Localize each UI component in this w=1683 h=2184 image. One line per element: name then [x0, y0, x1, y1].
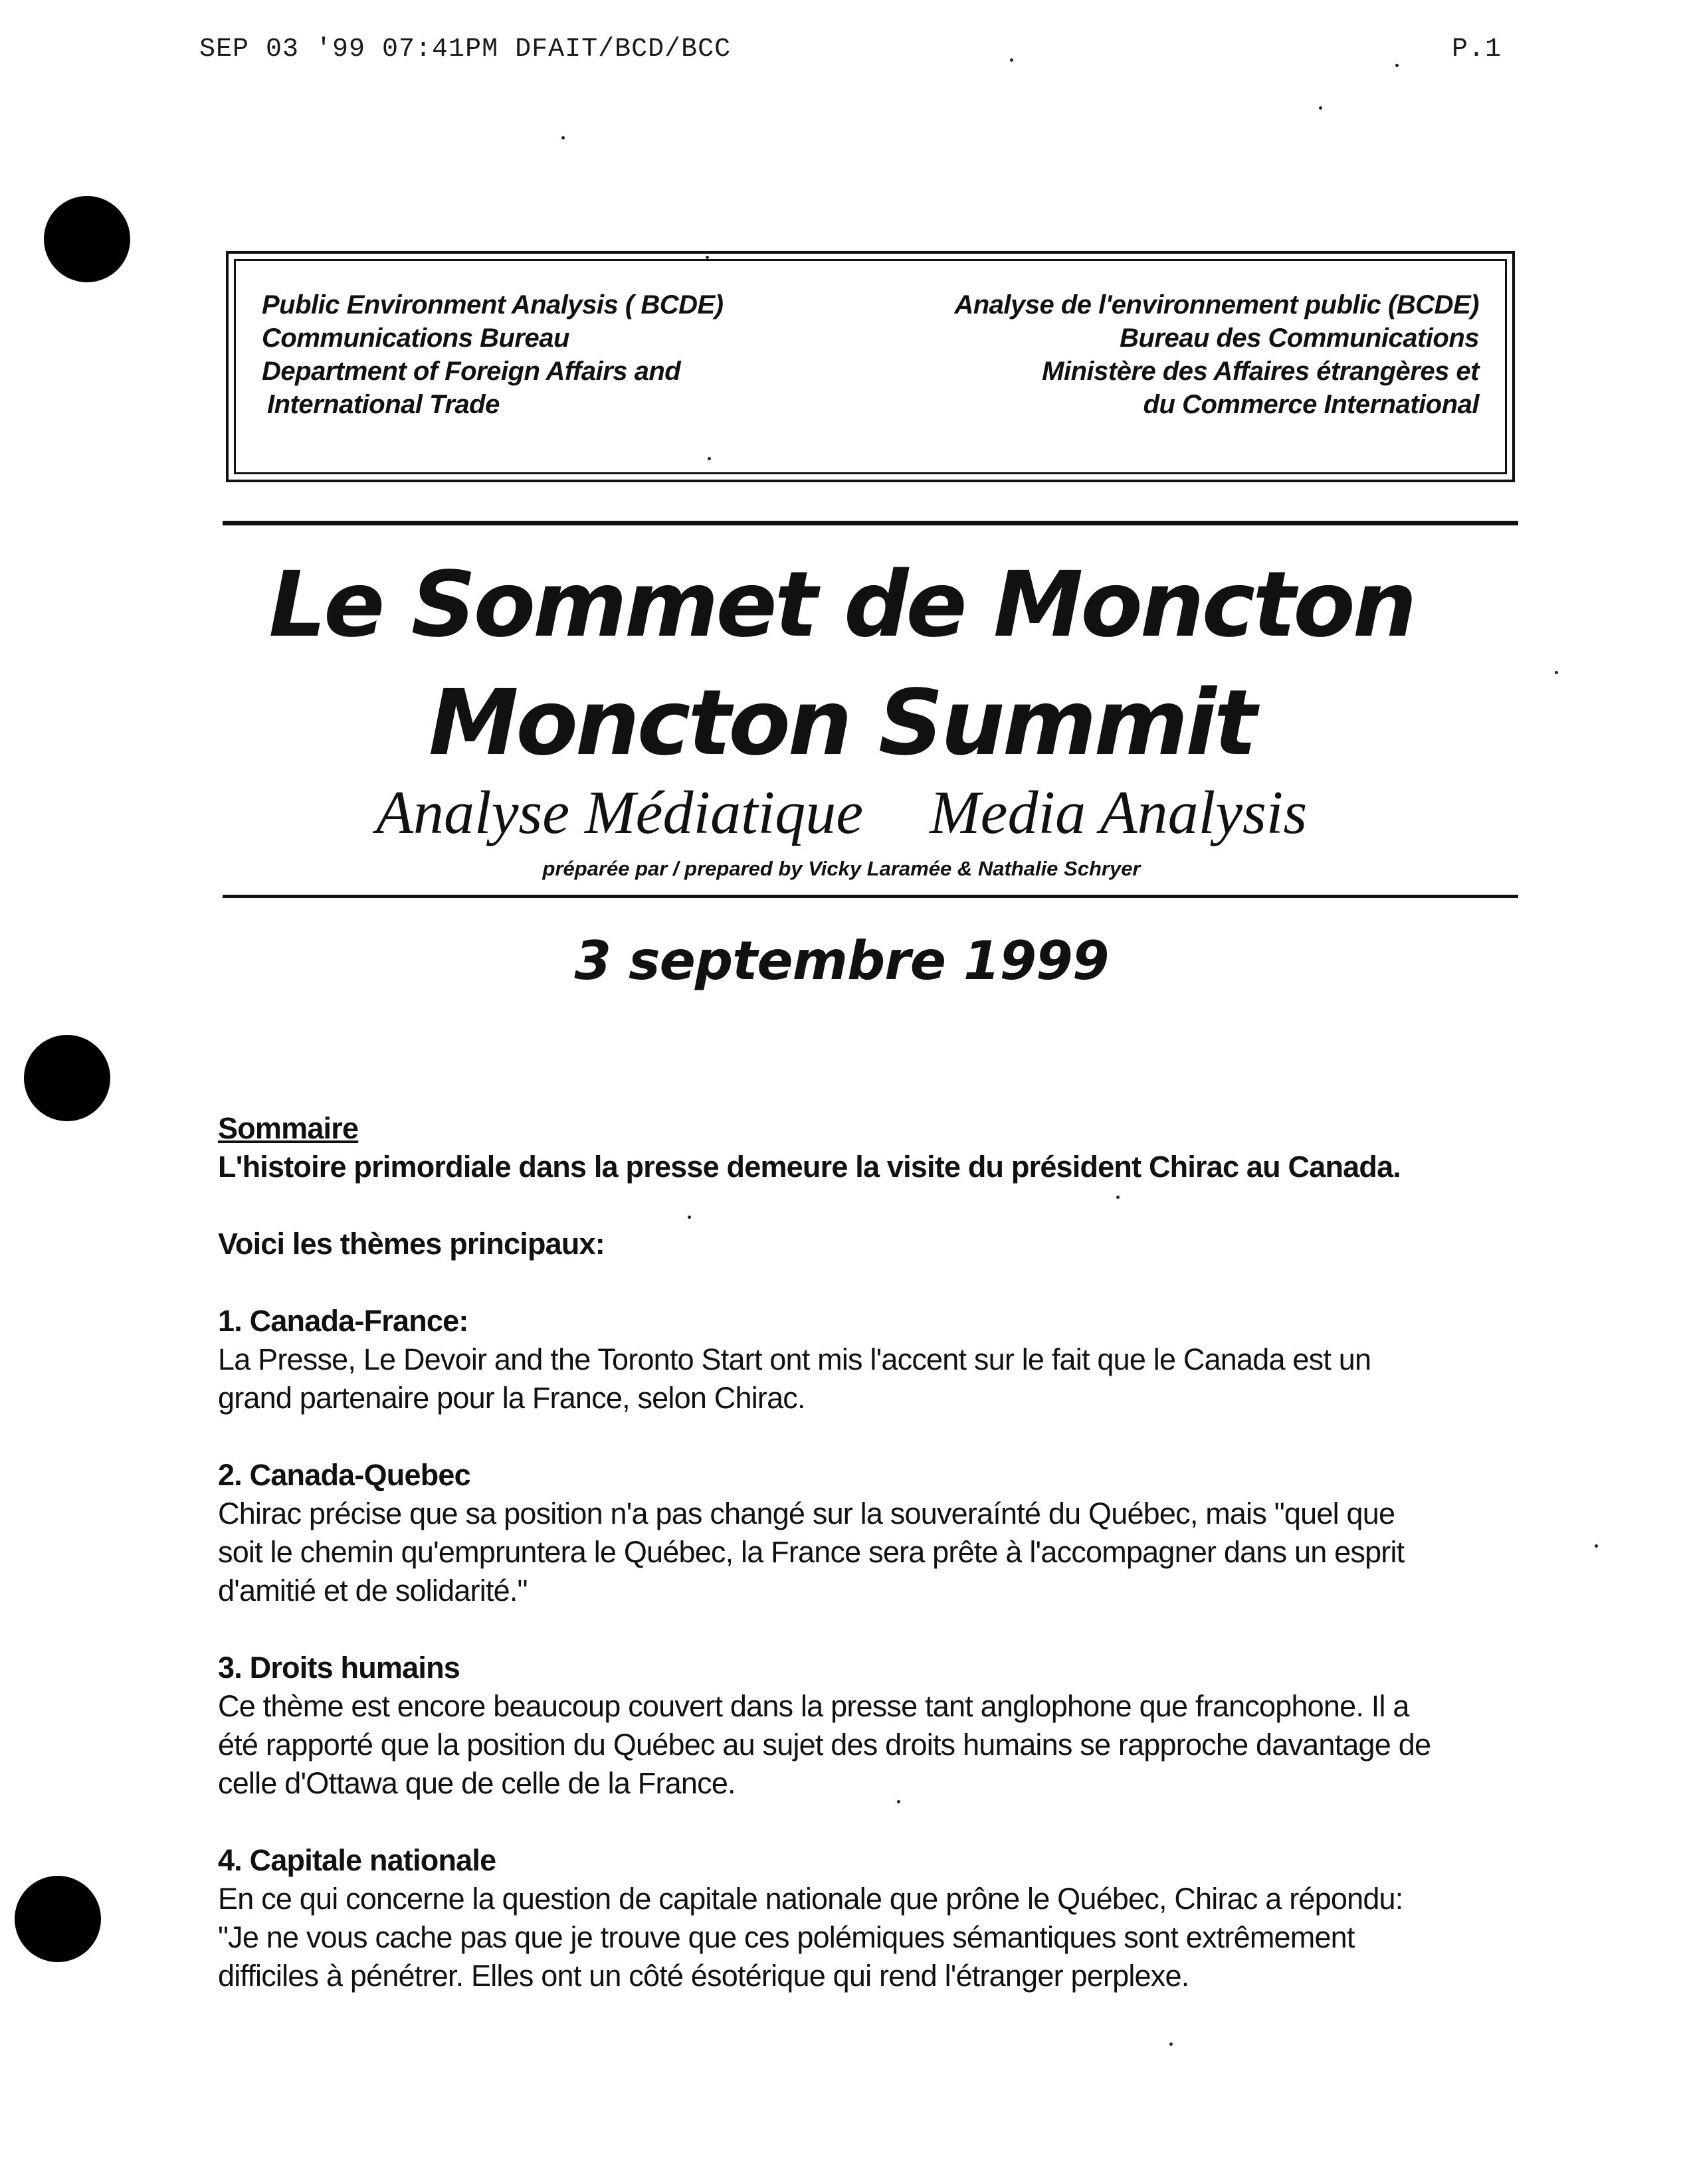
- theme-line: Ce thème est encore beaucoup couvert dans la presse tant anglophone que francophone. Il a: [218, 1689, 1409, 1723]
- punch-hole-bottom: [15, 1876, 101, 1962]
- fax-page-number: P.1: [1451, 35, 1502, 64]
- scan-speck: [1595, 1544, 1598, 1548]
- theme-line: grand partenaire pour la France, selon Chirac.: [218, 1381, 805, 1415]
- theme-line: difficiles à pénétrer. Elles ont un côté ésotérique qui rend l'étranger perplexe.: [218, 1959, 1189, 1993]
- themes-intro: Voici les thèmes principaux:: [218, 1227, 605, 1261]
- summary-lead: L'histoire primordiale dans la presse demeure la visite du président Chirac au Canada.: [218, 1150, 1401, 1184]
- scan-speck: [1010, 58, 1013, 62]
- scan-speck: [1395, 64, 1399, 67]
- theme-heading: 4. Capitale nationale: [218, 1843, 496, 1877]
- theme-line: Chirac précise que sa position n'a pas changé sur la souveraínté du Québec, mais "quel que: [218, 1497, 1395, 1530]
- fax-header-info: SEP 03 '99 07:41PM DFAIT/BCD/BCC: [199, 35, 732, 64]
- punch-hole-top: [44, 196, 130, 282]
- subtitle-row: [0, 777, 1683, 848]
- scan-speck: [561, 136, 565, 139]
- theme-capitale-nationale: [218, 1841, 1547, 1995]
- title-top-rule: [223, 521, 1518, 525]
- department-english-line: Communications Bureau: [262, 323, 569, 353]
- theme-line: La Presse, Le Devoir and the Toronto Start ont mis l'accent sur le fait que le Canada est un: [218, 1342, 1371, 1376]
- theme-heading: 1. Canada-France:: [218, 1304, 468, 1338]
- department-box: [226, 251, 1515, 482]
- theme-line: En ce qui concerne la question de capitale nationale que prône le Québec, Chirac a répondu:: [218, 1882, 1403, 1916]
- prepared-by: préparée par / prepared by Vicky Laramée & Nathalie Schryer: [542, 857, 1141, 880]
- theme-canada-france: [218, 1302, 1547, 1417]
- department-french-line: du Commerce International: [1143, 390, 1479, 419]
- summary-section: [218, 1109, 1547, 1995]
- theme-line: soit le chemin qu'empruntera le Québec, la France sera prête à l'accompagner dans un esprit: [218, 1535, 1405, 1569]
- theme-line: été rapporté que la position du Québec au sujet des droits humains se rapproche davantage de: [218, 1728, 1431, 1762]
- title-french: Le Sommet de Moncton: [268, 553, 1415, 658]
- department-french-line: Ministère des Affaires étrangères et: [1042, 357, 1479, 386]
- theme-line: "Je ne vous cache pas que je trouve que ces polémiques sémantiques sont extrêmement: [218, 1920, 1355, 1954]
- subtitle-french: Analyse Médiatique: [375, 778, 864, 846]
- theme-line: celle d'Ottawa que de celle de la France.: [218, 1766, 736, 1800]
- theme-droits-humains: [218, 1649, 1547, 1803]
- scan-speck: [1319, 106, 1322, 110]
- department-french: [954, 288, 1479, 421]
- punch-hole-middle: [24, 1035, 110, 1121]
- theme-heading: 2. Canada-Quebec: [218, 1458, 470, 1492]
- department-french-line: Analyse de l'environnement public (BCDE): [954, 290, 1479, 319]
- subtitle-english: Media Analysis: [930, 778, 1308, 846]
- title-bottom-rule: [223, 895, 1518, 898]
- department-english: [262, 288, 723, 421]
- summary-heading: Sommaire: [218, 1111, 359, 1145]
- title-english: Moncton Summit: [429, 671, 1254, 776]
- department-english-line: International Trade: [267, 390, 500, 419]
- department-english-line: Public Environment Analysis ( BCDE): [262, 290, 724, 319]
- theme-heading: 3. Droits humains: [218, 1651, 460, 1684]
- report-date: 3 septembre 1999: [574, 930, 1109, 992]
- scan-speck: [1169, 2043, 1173, 2046]
- department-french-line: Bureau des Communications: [1120, 323, 1479, 353]
- theme-line: d'amitié et de solidarité.": [218, 1574, 528, 1607]
- theme-canada-quebec: [218, 1456, 1547, 1610]
- department-english-line: Department of Foreign Affairs and: [262, 357, 681, 386]
